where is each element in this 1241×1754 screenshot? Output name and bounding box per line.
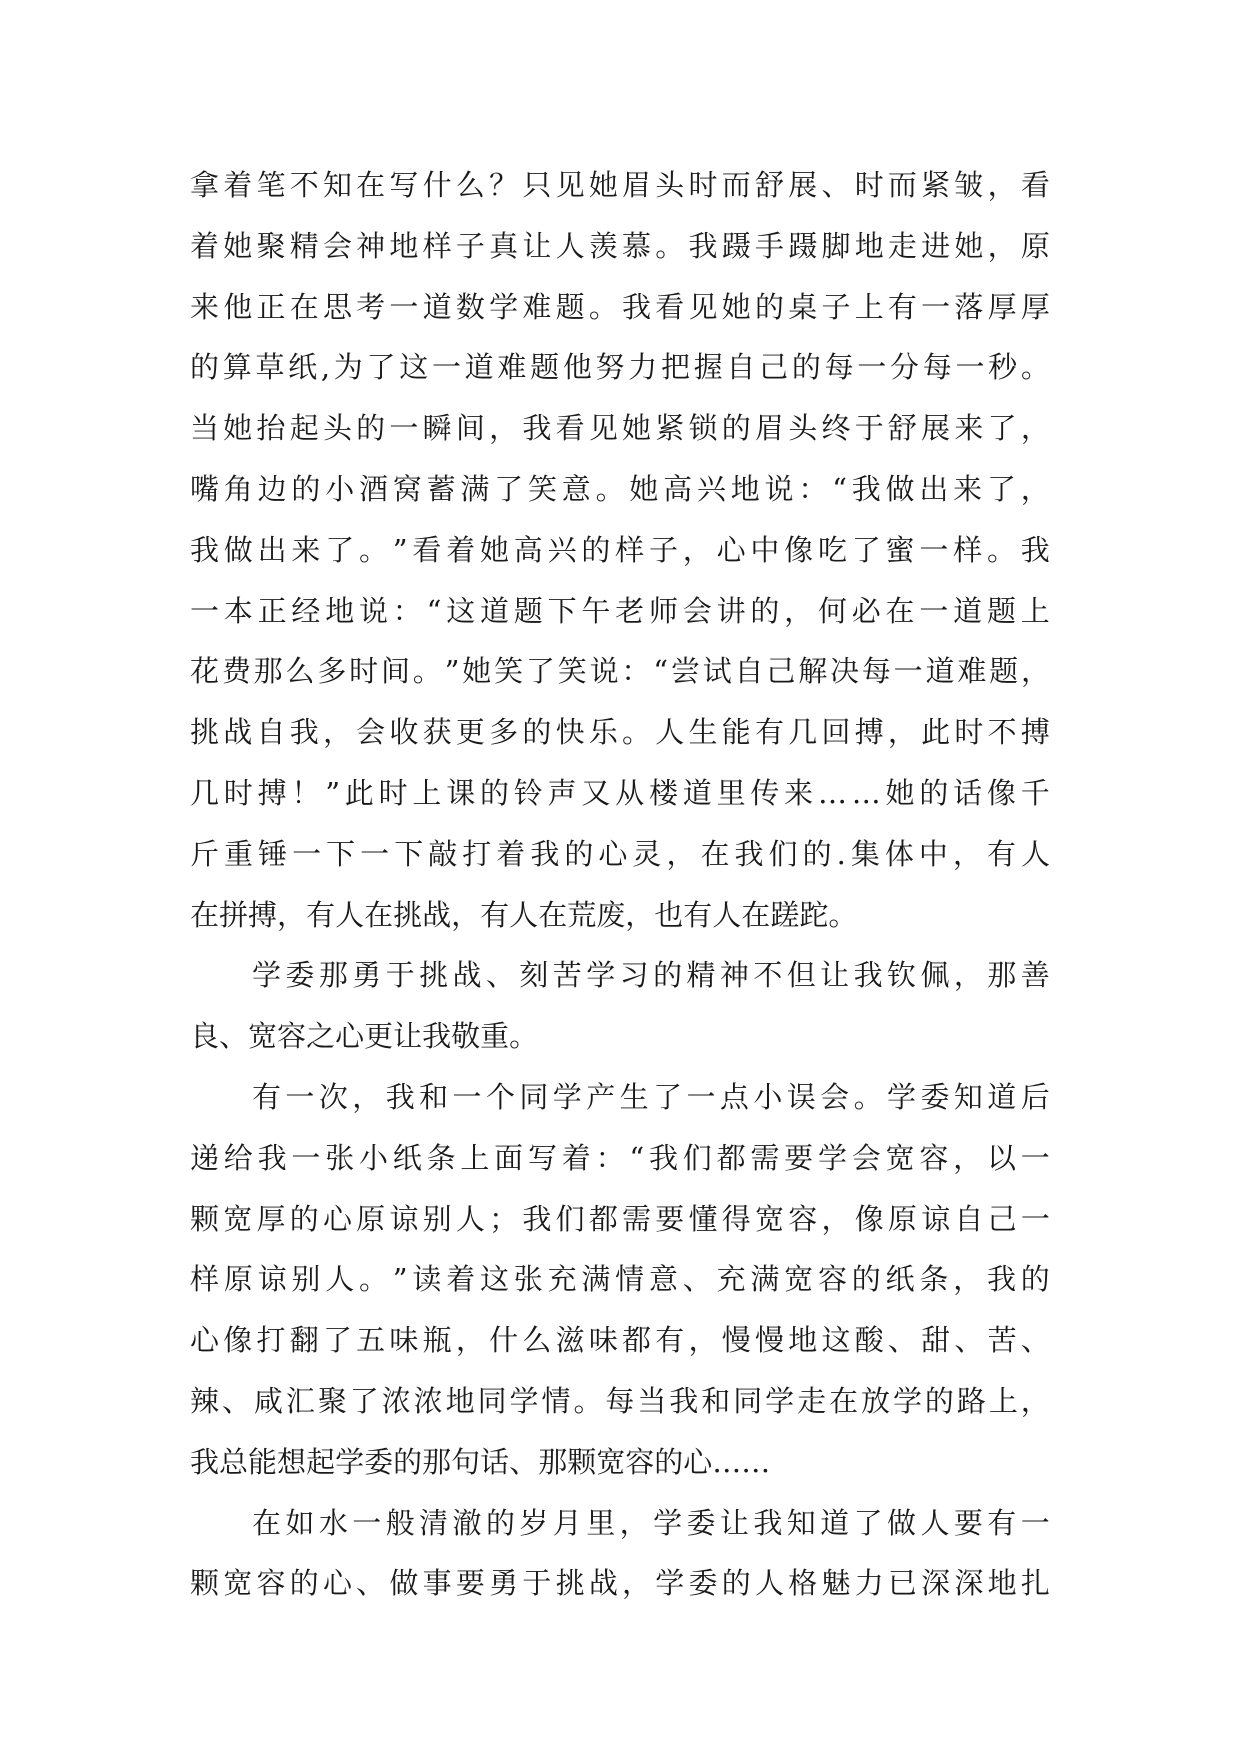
text-line: 颗 宽 容 的 心 、 做 事 要 勇 于 挑 战 ， 学 委 的 人 格 魅 力 已 深 深 地 扎: [190, 1566, 1050, 1601]
text-line: 在 拼 搏 ， 有 人 在 挑 战 ， 有 人 在 荒 废 ， 也 有 人 在 蹉 跎 。: [190, 897, 858, 932]
text-line: 着 她 聚 精 会 神 地 样 子 真 让 人 羡 慕 。 我 蹑 手 蹑 脚 地 走 进 她 ， 原: [190, 228, 1050, 263]
text-line: 有 一 次 ， 我 和 一 个 同 学 产 生 了 一 点 小 误 会 。 学 委 知 道 后: [252, 1079, 1050, 1114]
text-line: 我 总 能 想 起 学 委 的 那 句 话 、 那 颗 宽 容 的 心 … …: [190, 1444, 771, 1479]
text-line: 我 做 出 来 了 。 ” 看 着 她 高 兴 的 样 子 ， 心 中 像 吃 了 蜜 一 样 。 我: [190, 532, 1050, 567]
text-line: 辣 、 咸 汇 聚 了 浓 浓 地 同 学 情 。 每 当 我 和 同 学 走 在 放 学 的 路 上 ，: [190, 1383, 1050, 1418]
text-line: 几 时 搏 ！ ” 此 时 上 课 的 铃 声 又 从 楼 道 里 传 来 … … 她 的 话 像 千: [190, 775, 1050, 810]
text-line: 学 委 那 勇 于 挑 战 、 刻 苦 学 习 的 精 神 不 但 让 我 钦 佩 ， 那 善: [252, 958, 1050, 993]
text-line: 的 算 草 纸 , 为 了 这 一 道 难 题 他 努 力 把 握 自 己 的 每 一 分 每 一 秒 。: [190, 350, 1050, 385]
text-line: 嘴 角 边 的 小 酒 窝 蓄 满 了 笑 意 。 她 高 兴 地 说 ： “ 我 做 出 来 了 ，: [190, 471, 1050, 506]
text-line: 当 她 抬 起 头 的 一 瞬 间 ， 我 看 见 她 紧 锁 的 眉 头 终 于 舒 展 来 了 ，: [190, 411, 1050, 446]
text-line: 心 像 打 翻 了 五 味 瓶 ， 什 么 滋 味 都 有 ， 慢 慢 地 这 酸 、 甜 、 苦 、: [190, 1323, 1050, 1358]
text-line: 良 、 宽 容 之 心 更 让 我 敬 重 。: [190, 1019, 539, 1054]
text-line: 花 费 那 么 多 时 间 。 ” 她 笑 了 笑 说 ： “ 尝 试 自 己 解 决 每 一 道 难 题 ，: [190, 654, 1050, 689]
text-line: 颗 宽 厚 的 心 原 谅 别 人 ； 我 们 都 需 要 懂 得 宽 容 ， 像 原 谅 自 己 一: [190, 1201, 1050, 1236]
text-line: 拿 着 笔 不 知 在 写 什 么 ？ 只 见 她 眉 头 时 而 舒 展 、 时 而 紧 皱 ， 看: [190, 168, 1050, 202]
text-line: 在 如 水 一 般 清 澈 的 岁 月 里 ， 学 委 让 我 知 道 了 做 人 要 有 一: [252, 1505, 1050, 1540]
text-line: 挑 战 自 我 ， 会 收 获 更 多 的 快 乐 。 人 生 能 有 几 回 搏 ， 此 时 不 搏: [190, 715, 1050, 750]
text-line: 样 原 谅 别 人 。 ” 读 着 这 张 充 满 情 意 、 充 满 宽 容 的 纸 条 ， 我 的: [190, 1262, 1050, 1297]
text-line: 一 本 正 经 地 说 ： “ 这 道 题 下 午 老 师 会 讲 的 ， 何 必 在 一 道 题 上: [190, 593, 1050, 628]
body-text: [190, 155, 1050, 1614]
text-line: 来 他 正 在 思 考 一 道 数 学 难 题 。 我 看 见 她 的 桌 子 上 有 一 落 厚 厚: [190, 289, 1050, 324]
text-line: 斤 重 锤 一 下 一 下 敲 打 着 我 的 心 灵 ， 在 我 们 的 . 集 体 中 ， 有 人: [190, 836, 1050, 871]
text-line: 递 给 我 一 张 小 纸 条 上 面 写 着 ： “ 我 们 都 需 要 学 会 宽 容 ， 以 一: [190, 1140, 1050, 1175]
